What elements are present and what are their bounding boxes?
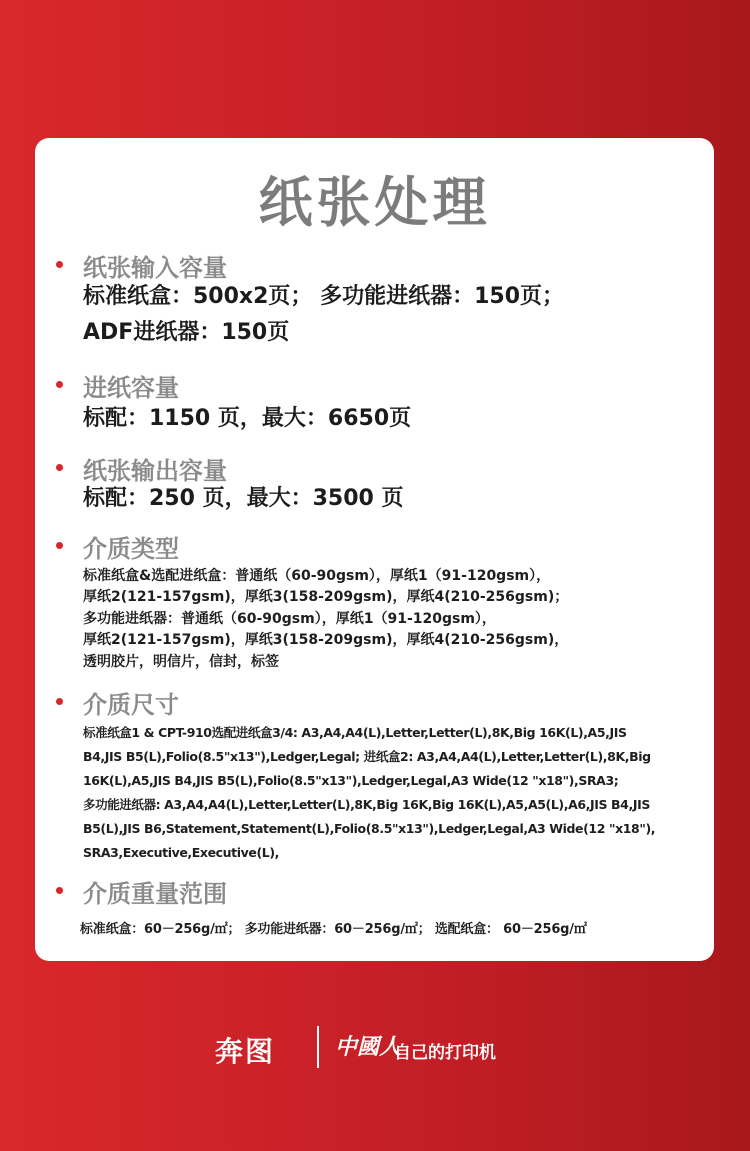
bullet-dot: [56, 464, 63, 471]
footer-divider: [317, 1026, 319, 1068]
section-heading: 进纸容量: [83, 374, 179, 402]
section-line: 标配：1150 页，最大：6650页: [83, 406, 412, 431]
section-heading: 介质重量范围: [83, 880, 227, 908]
bullet-dot: [56, 698, 63, 705]
section-heading: 介质尺寸: [83, 691, 179, 719]
brand-footer: [0, 1022, 750, 1072]
slogan-text: 自己的打印机: [394, 1043, 496, 1063]
spec-card: [35, 138, 714, 961]
slogan-script: 中國人: [335, 1034, 402, 1060]
section-line: 标准纸盒1 & CPT-910选配进纸盒3/4: A3,A4,A4(L),Letter,Letter(L),8K,Big 16K(L),A5,JIS: [83, 725, 627, 740]
page-title: 纸张处理: [258, 171, 491, 234]
section-line: 16K(L),A5,JIS B4,JIS B5(L),Folio(8.5"x13"),Ledger,Legal,A3 Wide(12 "x18"),SRA3;: [83, 773, 619, 788]
section-line: 标准纸盒：500x2页； 多功能进纸器：150页；: [83, 284, 565, 309]
section-line: 厚纸2(121-157gsm)，厚纸3(158-209gsm)，厚纸4(210-256gsm)，: [83, 632, 569, 648]
section-line: 标准纸盒：60－256g/㎡； 多功能进纸器：60－256g/㎡； 选配纸盒： 60－256g/㎡: [80, 922, 587, 937]
bullet-dot: [56, 381, 63, 388]
section-line: 多功能进纸器：普通纸（60-90gsm），厚纸1（91-120gsm），: [83, 611, 496, 627]
section-line: ADF进纸器：150页: [83, 320, 290, 345]
section-line: B5(L),JIS B6,Statement,Statement(L),Folio(8.5"x13"),Ledger,Legal,A3 Wide(12 "x18"),: [83, 821, 656, 836]
section-line: 厚纸2(121-157gsm)，厚纸3(158-209gsm)，厚纸4(210-256gsm)；: [83, 589, 569, 605]
section-line: 透明胶片，明信片，信封，标签: [83, 654, 279, 670]
section-line: 标配：250 页，最大：3500 页: [83, 486, 404, 511]
section-line: B4,JIS B5(L),Folio(8.5"x13"),Ledger,Legal; 进纸盒2: A3,A4,A4(L),Letter,Letter(L),8K,Big: [83, 749, 651, 764]
section-heading: 介质类型: [83, 535, 179, 563]
section-heading: 纸张输出容量: [83, 457, 227, 485]
bullet-dot: [56, 887, 63, 894]
section-heading: 纸张输入容量: [83, 254, 227, 282]
bullet-dot: [56, 261, 63, 268]
section-line: 标准纸盒&选配进纸盒：普通纸（60-90gsm），厚纸1（91-120gsm），: [83, 568, 551, 584]
section-line: SRA3,Executive,Executive(L),: [83, 845, 279, 860]
brand-logo: 奔图: [215, 1035, 276, 1068]
bullet-dot: [56, 542, 63, 549]
section-line: 多功能进纸器: A3,A4,A4(L),Letter,Letter(L),8K,Big 16K,Big 16K(L),A5,A5(L),A6,JIS B4,JIS: [83, 797, 650, 812]
